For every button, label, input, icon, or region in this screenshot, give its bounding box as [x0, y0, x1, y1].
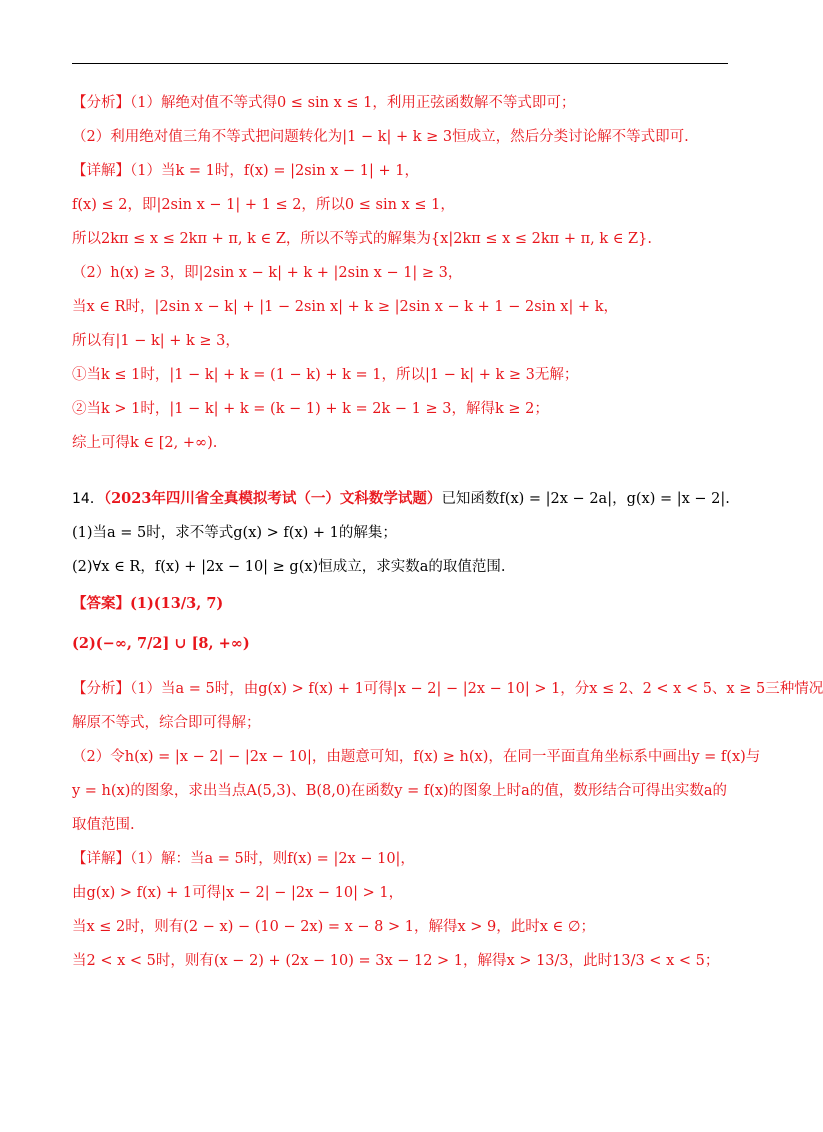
- analysis2-line-3: （2）令h(x) = |x − 2| − |2x − 10|，由题意可知，f(x) ≥ h(x)，在同一平面直角坐标系中画出y = f(x)与: [72, 749, 761, 765]
- detail-line-1: 【详解】（1）当k = 1时，f(x) = |2sin x − 1| + 1，: [72, 163, 419, 179]
- detail-line-6: 所以有|1 − k| + k ≥ 3，: [72, 333, 240, 349]
- detail-line-9: 综上可得k ∈ [2, +∞).: [72, 435, 218, 451]
- answer-part-1: (1)(13/3, 7): [130, 595, 224, 612]
- detail2-line-3: 当x ≤ 2时，则有(2 − x) − (10 − 2x) = x − 8 > 1，解得x > 9，此时x ∈ ∅；: [72, 919, 596, 935]
- detail-line-7: ①当k ≤ 1时，|1 − k| + k = (1 − k) + k = 1，所以|1 − k| + k ≥ 3无解；: [72, 367, 579, 383]
- analysis2-line-1: 【分析】（1）当a = 5时，由g(x) > f(x) + 1可得|x − 2| − |2x − 10| > 1，分x ≤ 2、2 < x < 5、x ≥ 5三种情况: [72, 681, 823, 697]
- analysis2-line-5: 取值范围.: [72, 817, 135, 833]
- detail-line-8: ②当k > 1时，|1 − k| + k = (k − 1) + k = 2k − 1 ≥ 3，解得k ≥ 2；: [72, 401, 549, 417]
- detail-line-4: （2）h(x) ≥ 3，即|2sin x − k| + k + |2sin x − 1| ≥ 3，: [72, 265, 463, 281]
- answer-line-2: (2)(−∞, 7/2] ∪ [8, +∞): [72, 635, 250, 652]
- problem-14-stem: [72, 482, 732, 516]
- problem-source: （2023年四川省全真模拟考试（一）文科数学试题）: [103, 490, 442, 507]
- document-body: [72, 86, 823, 978]
- problem-number: 14．: [72, 491, 104, 507]
- detail-line-5: 当x ∈ R时，|2sin x − k| + |1 − 2sin x| + k ≥ |2sin x − k + 1 − 2sin x| + k，: [72, 299, 618, 315]
- answer-label: 【答案】: [72, 595, 130, 612]
- problem-stem: 已知函数f(x) = |2x − 2a|，g(x) = |x − 2|.: [441, 491, 730, 507]
- analysis-line-1: 【分析】（1）解绝对值不等式得0 ≤ sin x ≤ 1，利用正弦函数解不等式即可；: [72, 95, 576, 111]
- analysis2-line-4: y = h(x)的图象，求出当点A(5,3)、B(8,0)在函数y = f(x)的图象上时a的值，数形结合可得出实数a的: [72, 783, 727, 799]
- detail2-line-1: 【详解】（1）解：当a = 5时，则f(x) = |2x − 10|，: [72, 851, 415, 867]
- detail2-line-4: 当2 < x < 5时，则有(x − 2) + (2x − 10) = 3x − 12 > 1，解得x > 13/3，此时13/3 < x < 5；: [72, 953, 720, 969]
- detail-line-2: f(x) ≤ 2，即|2sin x − 1| + 1 ≤ 2，所以0 ≤ sin x ≤ 1，: [72, 197, 455, 213]
- detail-line-3: 所以2kπ ≤ x ≤ 2kπ + π, k ∈ Z，所以不等式的解集为{x|2kπ ≤ x ≤ 2kπ + π, k ∈ Z}.: [72, 231, 652, 247]
- header-rule: [72, 63, 728, 64]
- analysis2-line-2: 解原不等式，综合即可得解；: [72, 715, 261, 731]
- problem-q2: (2)∀x ∈ R，f(x) + |2x − 10| ≥ g(x)恒成立，求实数a的取值范围.: [72, 559, 506, 575]
- answer-line-1: [72, 584, 732, 624]
- detail2-line-2: 由g(x) > f(x) + 1可得|x − 2| − |2x − 10| > 1，: [72, 885, 404, 901]
- analysis-line-2: （2）利用绝对值三角不等式把问题转化为|1 − k| + k ≥ 3恒成立，然后分类讨论解不等式即可.: [72, 129, 689, 145]
- problem-q1: (1)当a = 5时，求不等式g(x) > f(x) + 1的解集；: [72, 525, 397, 541]
